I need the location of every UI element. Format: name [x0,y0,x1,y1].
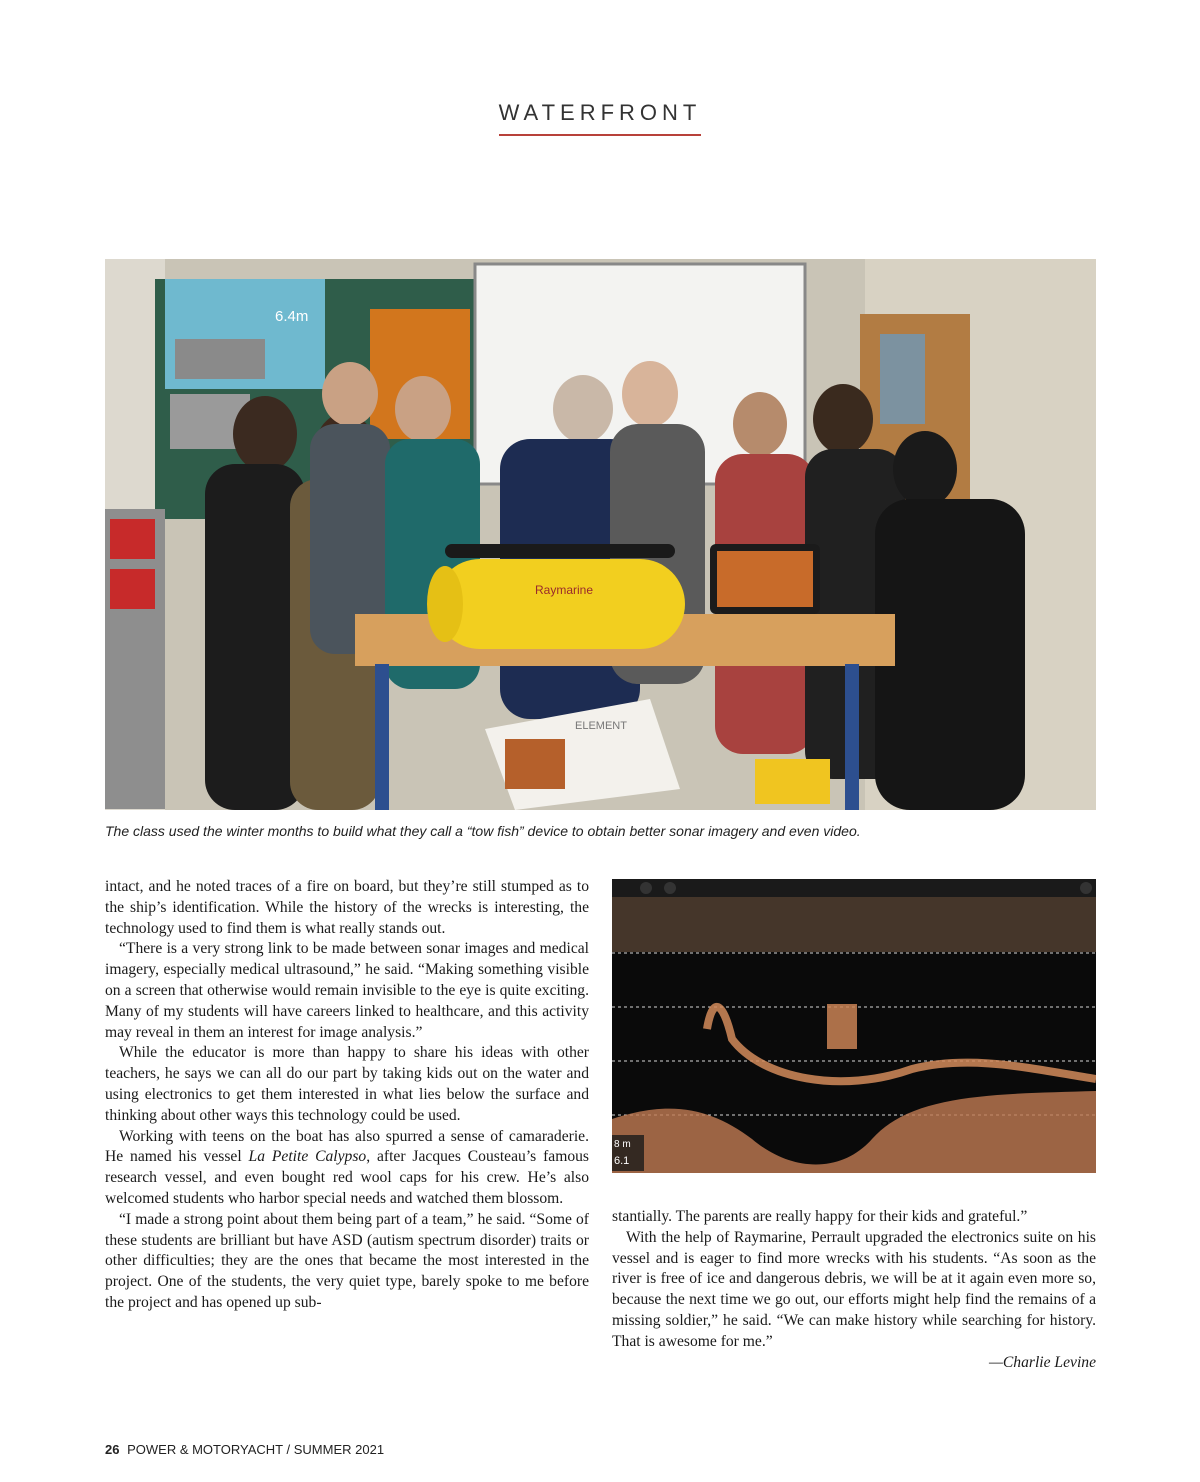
article-paragraph: intact, and he noted traces of a fire on board, but they’re still stumped as to the ship’s identification. While the history of the wrecks is interesting, the technology used to find them is what really stands out. [105,878,589,937]
paragraph-text: , after Jacques Cousteau’s famous research vessel, and even bought red wool caps for his crew. He’s also welcomed students who harbor special needs and watched them blossom. [105,1148,589,1207]
section-label: WATERFRONT [499,100,702,136]
article-column-left [105,877,589,1314]
article-paragraph: While the educator is more than happy to share his ideas with other teachers, he says we can all do our part by taking kids out on the water and using electronics to get them interested in what lies below the surface and thinking about other ways this technology could be used. [105,1044,589,1124]
publication-name: POWER & MOTORYACHT [127,1442,283,1457]
box-label-text: ELEMENT [575,720,627,732]
classroom-photo [105,259,1096,810]
towfish-brand-text: Raymarine [535,583,594,597]
sonar-depth-top: 8 m [614,1139,631,1150]
article-paragraph: “I made a strong point about them being part of a team,” he said. “Some of these students are brilliant but have ASD (autism spectrum disorder) traits or other difficulties; they are the ones that became the most interested in the project. One of the students, the very quiet type, barely spoke to me before the project and has opened up sub- [105,1210,589,1311]
article-paragraph: With the help of Raymarine, Perrault upgraded the electronics suite on his vessel and is eager to find more wrecks with his students. “As soon as the river is free of ice and dangerous debris, we will be at it again even more so, because the next time we go out, our efforts might help find the remains of a missing soldier,” he said. “We can make history while searching for history. That is awesome for me.” [612,1228,1096,1350]
footer-separator: / [286,1442,291,1457]
page-footer [105,1442,384,1457]
poster-depth-text: 6.4m [275,308,309,325]
sonar-illustration [612,879,1096,1173]
more-options-icon [1080,882,1092,894]
photo-caption: The class used the winter months to build what they call a “tow fish” device to obtain better sonar imagery and even video. [105,823,861,839]
sonar-depth-bottom: 6.1 [614,1155,630,1167]
pause-icon [640,882,652,894]
classroom-photo-illustration [105,259,1096,810]
section-header [0,100,1200,136]
article-paragraph: stantially. The parents are really happy for their kids and grateful.” [612,1208,1028,1225]
page-number: 26 [105,1442,120,1457]
vessel-name: La Petite Calypso [248,1148,367,1166]
article-paragraph: “There is a very strong link to be made between sonar images and medical imagery, especially medical ultrasound,” he said. “Making something visible on a screen that otherwise would remain invisible to the eye is quite exciting. Many of my students will have careers linked to healthcare, and this activity may reveal in them an interest for image analysis.” [105,940,589,1041]
issue-date: SUMMER 2021 [293,1442,385,1457]
byline: —Charlie Levine [989,1353,1096,1371]
sonar-image [612,879,1096,1173]
article-column-right [612,1207,1096,1373]
article-paragraph [105,1127,589,1210]
paragraph-text: Working with teens on the boat has also spurred a sense of camaraderie. He named his vessel [105,1127,589,1166]
camera-icon [664,882,676,894]
